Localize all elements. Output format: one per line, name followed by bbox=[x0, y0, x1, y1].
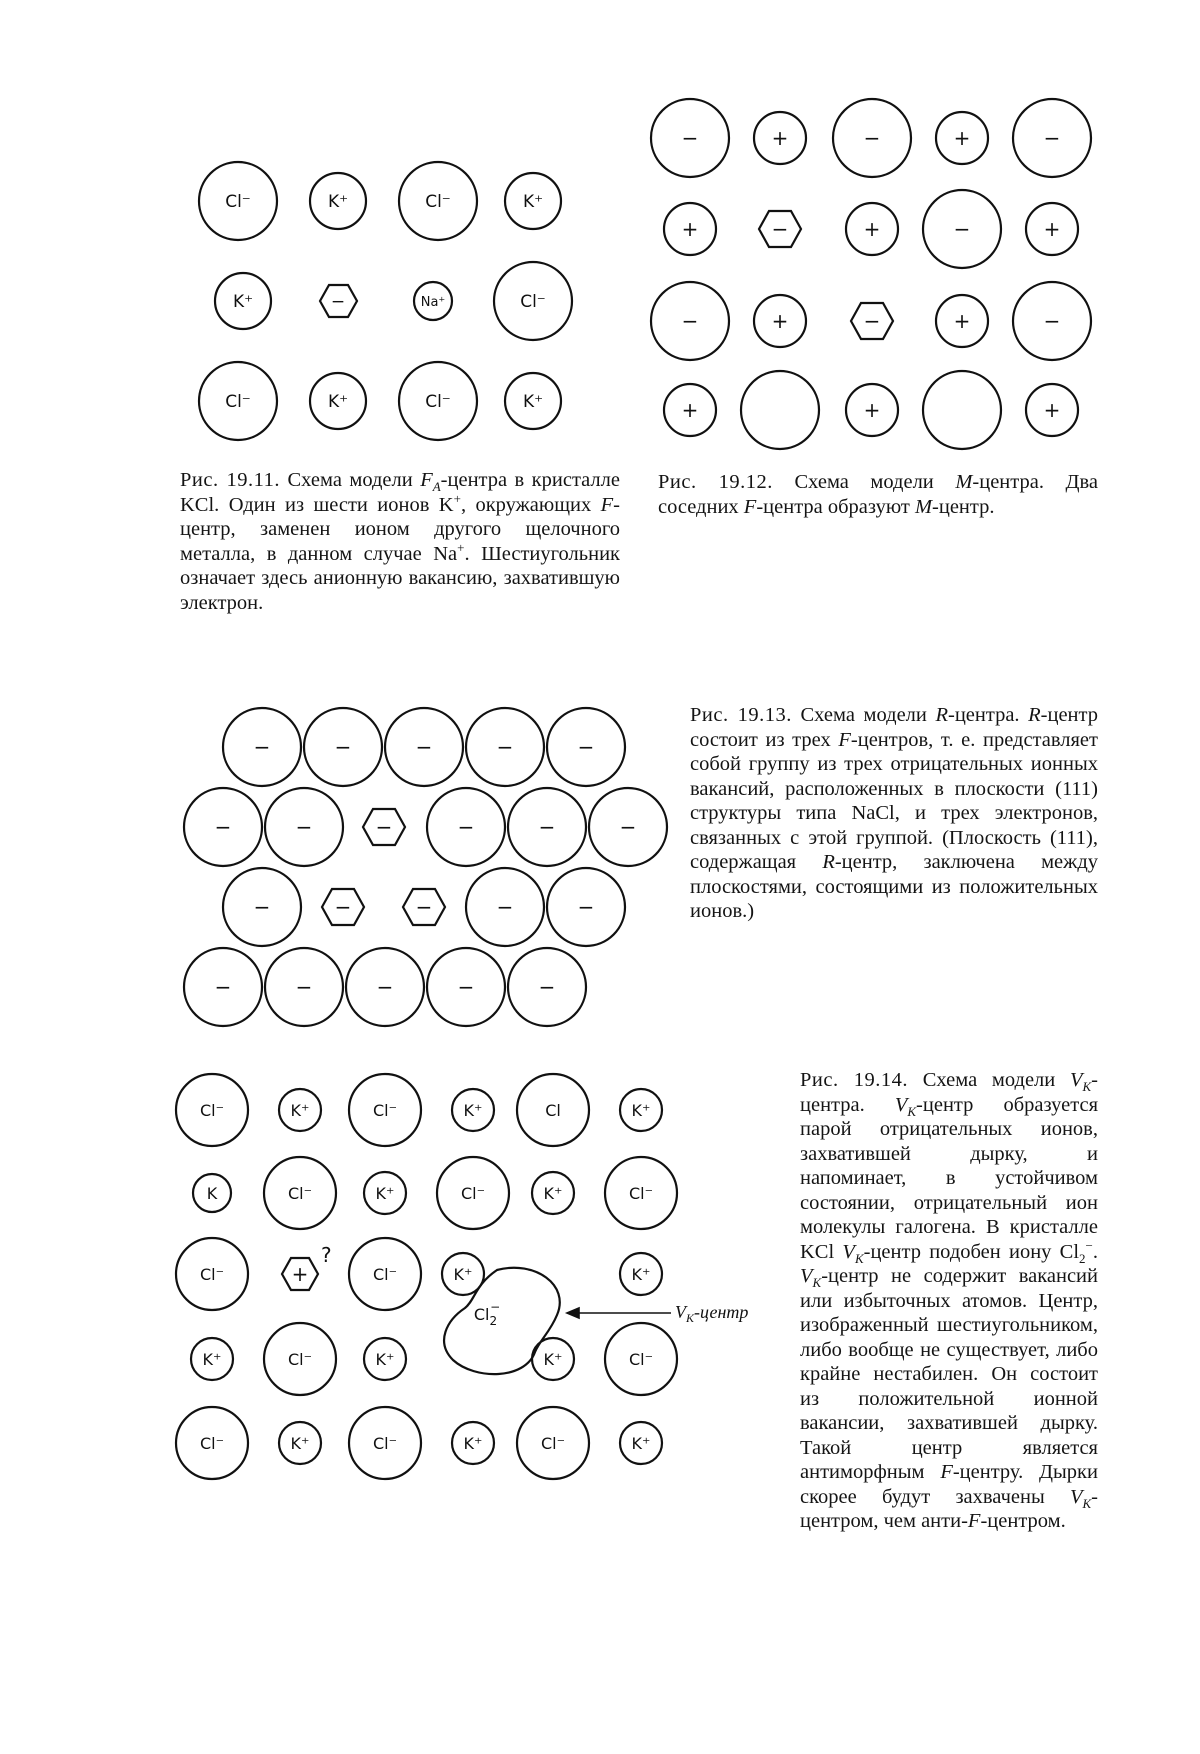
ion-label: K⁺ bbox=[464, 1434, 483, 1453]
sign: − bbox=[458, 975, 475, 999]
ion-label: Cl bbox=[545, 1101, 561, 1120]
fig-19-11-diagram bbox=[195, 155, 595, 445]
sign: − bbox=[497, 895, 514, 919]
sign: − bbox=[539, 815, 556, 839]
ion-label: K⁺ bbox=[454, 1265, 473, 1284]
sign: − bbox=[254, 895, 271, 919]
sign: + bbox=[772, 126, 789, 150]
sign: − bbox=[335, 895, 352, 919]
sign: − bbox=[1044, 126, 1061, 150]
ion-label: Cl⁻ bbox=[373, 1101, 397, 1120]
ion-label: K⁺ bbox=[328, 192, 348, 212]
sign: − bbox=[539, 975, 556, 999]
fig-19-14-diagram bbox=[175, 1070, 775, 1480]
sign: − bbox=[578, 895, 595, 919]
sign: − bbox=[296, 815, 313, 839]
anion bbox=[923, 371, 1001, 449]
sign: + bbox=[1044, 217, 1061, 241]
ion-label: Cl⁻ bbox=[541, 1434, 565, 1453]
ion-label: Cl⁻ bbox=[629, 1350, 653, 1369]
sign: − bbox=[864, 309, 881, 333]
ion-label: Cl⁻ bbox=[225, 192, 251, 212]
ion-label: Na⁺ bbox=[421, 295, 446, 310]
ion-label: K⁺ bbox=[544, 1184, 563, 1203]
sign: − bbox=[954, 217, 971, 241]
fig-19-14-caption-column: Рис. 19.14. Схема модели VK-центра. VK-центр образуется парой отрицательных ионов, захватившей дырку, и напоминает, в устойчивом состоянии, отрицательный ион молекулы галогена. В кристалле KCl VK-центр подобен иону Cl2−. VK-центр не содержит вакансий или избыточных атомов. Центр, изображенный шестиугольником, либо вообще не существует, либо крайне нестабилен. Он состоит из положительной ионной вакансии, захватившей дырку. Такой центр является антиморфным F-центру. Дырки скорее будут захвачены VK-центром, чем анти-F-центром. bbox=[800, 1068, 1098, 1534]
sign: − bbox=[376, 815, 393, 839]
ion-label: K⁺ bbox=[233, 292, 253, 312]
ion-label: K⁺ bbox=[291, 1101, 310, 1120]
ion-label: K⁺ bbox=[523, 192, 543, 212]
hole-sign: + bbox=[292, 1262, 309, 1286]
ion-label: K⁺ bbox=[523, 392, 543, 412]
fig-19-13-caption: Рис. 19.13. Схема модели R-центра. R-центр состоит из трех F-центров, т. е. представляет собой группу из трех отрицательных ионных вакансий, расположенных в плоскости (111) структуры типа NaCl, и трех электронов, связанных с этой группой. (Плоскость (111), содержащая R-центр, заключена между плоскостями, состоящими из положительных ионов.) bbox=[690, 703, 1098, 924]
ion-label: Cl⁻ bbox=[225, 392, 251, 412]
sign: − bbox=[416, 735, 433, 759]
sign: − bbox=[1044, 309, 1061, 333]
sign: + bbox=[864, 398, 881, 422]
sign: − bbox=[254, 735, 271, 759]
ion-label: K⁺ bbox=[203, 1350, 222, 1369]
sign: − bbox=[864, 126, 881, 150]
fig-19-11-caption: Рис. 19.11. Схема модели FA-центра в кристалле KCl. Один из шести ионов K+, окружающих F-центр, заменен ионом другого щелочного металла, в данном случае Na+. Шестиугольник означает здесь анионную вакансию, захватившую электрон. bbox=[180, 468, 620, 615]
ion-label: Cl⁻ bbox=[288, 1184, 312, 1203]
ion-label: Cl⁻ bbox=[629, 1184, 653, 1203]
fig-19-12-diagram bbox=[650, 95, 1100, 450]
ion-label: Cl⁻ bbox=[200, 1101, 224, 1120]
vk-arrow-head bbox=[567, 1308, 579, 1318]
ion-label: Cl⁻ bbox=[200, 1265, 224, 1284]
vk-center-label: VK-центр bbox=[675, 1302, 748, 1325]
ion-label: K⁺ bbox=[376, 1184, 395, 1203]
ion-label: K⁺ bbox=[632, 1101, 651, 1120]
ion-label: Cl⁻ bbox=[200, 1434, 224, 1453]
ion-label: K⁺ bbox=[632, 1265, 651, 1284]
molecule-label: Cl2− bbox=[474, 1300, 500, 1328]
sign: − bbox=[620, 815, 637, 839]
ion-label: Cl⁻ bbox=[461, 1184, 485, 1203]
sign: − bbox=[458, 815, 475, 839]
ion-label: K⁺ bbox=[376, 1350, 395, 1369]
ion-label: Cl⁻ bbox=[425, 192, 451, 212]
sign: − bbox=[215, 975, 232, 999]
ion-label: K⁺ bbox=[328, 392, 348, 412]
ion-label: Cl⁻ bbox=[425, 392, 451, 412]
ion-label: Cl⁻ bbox=[520, 292, 546, 312]
fig-19-13-diagram bbox=[180, 705, 670, 1045]
sign: + bbox=[1044, 398, 1061, 422]
sign: + bbox=[682, 398, 699, 422]
sign: + bbox=[954, 309, 971, 333]
ion-label: Cl⁻ bbox=[288, 1350, 312, 1369]
sign: − bbox=[377, 975, 394, 999]
ion-label: K⁺ bbox=[544, 1350, 563, 1369]
sign: + bbox=[864, 217, 881, 241]
sign: − bbox=[215, 815, 232, 839]
ion-label: K⁺ bbox=[291, 1434, 310, 1453]
vacancy-sign: − bbox=[331, 292, 345, 312]
sign: + bbox=[682, 217, 699, 241]
sign: + bbox=[954, 126, 971, 150]
sign: + bbox=[772, 309, 789, 333]
ion-label: K⁺ bbox=[464, 1101, 483, 1120]
sign: − bbox=[416, 895, 433, 919]
question-mark: ? bbox=[321, 1243, 332, 1267]
sign: − bbox=[335, 735, 352, 759]
sign: − bbox=[296, 975, 313, 999]
sign: − bbox=[682, 126, 699, 150]
sign: − bbox=[772, 217, 789, 241]
sign: − bbox=[497, 735, 514, 759]
ion-label: Cl⁻ bbox=[373, 1434, 397, 1453]
ion-label: Cl⁻ bbox=[373, 1265, 397, 1284]
sign: − bbox=[578, 735, 595, 759]
sign: − bbox=[682, 309, 699, 333]
fig-19-12-caption: Рис. 19.12. Схема модели M-центра. Два соседних F-центра образуют M-центр. bbox=[658, 470, 1098, 519]
anion bbox=[741, 371, 819, 449]
ion-label: K bbox=[207, 1184, 218, 1203]
ion-label: K⁺ bbox=[632, 1434, 651, 1453]
